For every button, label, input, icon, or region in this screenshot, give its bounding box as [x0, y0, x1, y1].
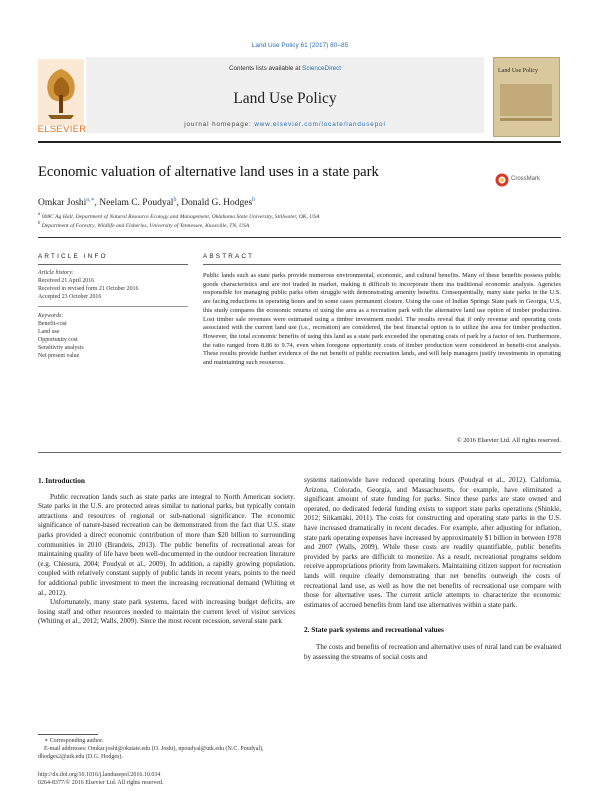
paragraph: Unfortunately, many state park systems, faced with increasing budget deficits, are losing staff and other resources needed to maintain the current level of visitor services (Whiting et al., 2012; Walls, 2009). Since the most recent recession, several state park — [38, 598, 295, 626]
crossmark-badge[interactable] — [495, 173, 555, 187]
keyword: Opportunity cost — [38, 337, 78, 343]
contents-line — [86, 65, 484, 72]
author-affil-sup[interactable]: b — [252, 197, 256, 203]
journal-header — [38, 57, 561, 141]
paragraph: The costs and benefits of recreation and alternative uses of rural land can be evaluated by assessing the streams of social costs and — [304, 642, 561, 661]
section-heading-state-park-systems: 2. State park systems and recreational values — [304, 625, 444, 635]
header-rule — [38, 141, 561, 143]
paragraph: Public recreation lands such as state parks are integral to North American society. State parks in the U.S. are protected areas similar to national parks, but typically contain attractions and resources of regional or sub-national significance. The economic significance of nature-based recreation can be demonstrated from the fact that U.S. state parks provided a direct economic contribution of more than $20 billion to surrounding communities in 2010 (Brandeis, 2013). The public benefits of recreational areas for maintaining quality of life have been well-documented in the outdoor recreation literature (e.g. Chiesura, 2004; Poudyal et al., 2009). In addition, a rapidly growing population, coupled with relatively constant supply of public lands in recent years, points to the need for additional public investment to meet the increasing recreational demand (Whiting et al., 2012). — [38, 492, 295, 597]
history-accepted: Accepted 23 October 2016 — [38, 294, 102, 300]
journal-citation[interactable]: Land Use Policy 61 (2017) 80–85 — [251, 42, 349, 49]
author-name[interactable]: , Neelam C. Poudyal — [94, 198, 174, 209]
author-affil-sup[interactable]: b — [173, 197, 177, 203]
abstract-text: Public lands such as state parks provide numerous environmental, economic, and cultural benefits. Many of these benefits possess public goods characteristics and are not traded in market, making it difficult to incorporate them ina traditional economic analysis. Agencies responsible for managing public parks often struggle with demonstrating amenity benefits. Consequentially, many state parks in the U.S. are facing reductions in operating hours and in some cases permanent closure. Using the case of Indian Springs State park in Georgia, U.S, this study compares the economic returns of using the area as a recreation park with the alternative land use option of timber production. Lost timber sale revenues were estimated using a timber investment model. The results reveal that if only revenue and operating costs associated with the current land use (i.e., recreation) are considered, the best financial option is to utilize the area for timber production. However, the total economic benefits of using this land as a state park exceeded the operating costs of park by a factor of ten. Furthermore, the ratio ranged from 8.86 to 9.74, even when foregone opportunity costs of timber production were considered in benefit-cost analysis. These results provide further evidence of the net benefit of public recreation lands, and will help managers justify investments in operating and maintaining such resources. — [203, 272, 561, 367]
crossmark-icon — [495, 173, 509, 187]
history-received: Received 21 April 2016 — [38, 278, 95, 284]
crossmark-label: CrossMark — [511, 176, 541, 182]
keyword: Land use — [38, 329, 60, 335]
journal-name: Land Use Policy — [233, 90, 337, 107]
keyword: Benefit-cost — [38, 321, 67, 327]
sciencedirect-link[interactable]: ScienceDirect — [302, 65, 341, 72]
author-name[interactable]: Omkar Joshi — [38, 198, 87, 209]
article-info-heading: ARTICLE INFO — [38, 253, 108, 260]
divider — [38, 237, 561, 238]
keyword: Net present value — [38, 353, 80, 359]
issn-line: 0264-8377/© 2016 Elsevier Ltd. All rights reserved. — [38, 780, 164, 786]
divider — [38, 452, 561, 453]
article-title: Economic valuation of alternative land uses in a state park — [38, 164, 379, 180]
journal-cover-image — [493, 57, 560, 137]
keywords-label: Keywords: — [38, 313, 64, 319]
divider — [203, 264, 561, 265]
doi-link[interactable]: http://dx.doi.org/10.1016/j.landusepol.2016.10.034 — [38, 772, 161, 778]
email-addresses: E-mail addresses: Omkar.joshi@okstate.edu (O. Joshi), npoudyal@utk.edu (N.C. Poudyal), dhodges2@utk.edu (D.G. Hodges). — [38, 746, 264, 760]
history-label: Article history: — [38, 270, 74, 276]
corresponding-author-note: ∗ Corresponding author. — [44, 738, 104, 744]
paragraph: systems nationwide have reduced operating hours (Poudyal et al., 2012). California, Arizona, Colorado, Georgia, and Massachusetts, for example, have eliminated a significant amount of state funding for parks. Since these parks are state owned and operated, no dedicated federal funding exists to support state parks operations (Shinkle, 2012; Siikamäki, 2011). The costs for constructing and operating state parks in the U.S. have increased dramatically in recent decades. For example, after adjusting for inflation, state park operating expenses have increased by approximately $1 billion in between 1978 and 2007 (Walls, 2009). While these costs are readily quantifiable, public benefits provided by parks are difficult to monetize. As a result, recreational programs seldom receive appropriations priority from lawmakers. Maintaining citizen support for recreation lands will require clearly demonstrating that net benefits outweigh the costs of recreational land use, as well as how the net benefits of recreational use compare with those for alternative uses. The current article attempts to characterize the economic estimates of accrued benefits from land use alternatives within a state park. — [304, 476, 561, 609]
keyword: Sensitivity analysis — [38, 345, 84, 351]
journal-header-box — [86, 57, 484, 133]
author-name[interactable]: , Donald G. Hodges — [176, 198, 253, 209]
homepage-link[interactable]: www.elsevier.com/locate/landusepol — [254, 121, 386, 128]
right-column — [304, 476, 561, 662]
history-revised: Received in revised form 21 October 2016 — [38, 286, 139, 292]
affiliation-a — [38, 212, 320, 220]
section-heading-introduction: 1. Introduction — [38, 476, 85, 485]
abstract-heading: ABSTRACT — [203, 253, 255, 260]
footnote-rule — [38, 734, 98, 735]
author-affil-sup[interactable]: a,∗ — [86, 197, 95, 203]
contents-prefix: Contents lists available at — [228, 65, 303, 72]
journal-homepage — [86, 121, 484, 128]
divider — [38, 264, 188, 265]
homepage-prefix: journal homepage: — [184, 121, 255, 128]
affiliation-text: 008C Ag Hall, Department of Natural Resource Ecology and Management, Oklahoma State University, Stillwater, OK, USA — [41, 213, 320, 220]
divider — [38, 306, 188, 307]
affiliation-sup: b — [38, 221, 41, 226]
left-column — [38, 476, 295, 627]
affiliation-text: Department of Forestry, Wildlife and Fisheries, University of Tennessee, Knoxville, TN, USA — [41, 222, 250, 229]
abstract-copyright: © 2016 Elsevier Ltd. All rights reserved. — [456, 437, 561, 444]
cover-title: Land Use Policy — [498, 68, 538, 74]
author-list — [38, 196, 255, 208]
elsevier-wordmark: ELSEVIER — [37, 124, 87, 135]
footnotes — [38, 737, 295, 761]
affiliation-sup: a — [38, 212, 41, 217]
affiliation-b — [38, 221, 249, 229]
